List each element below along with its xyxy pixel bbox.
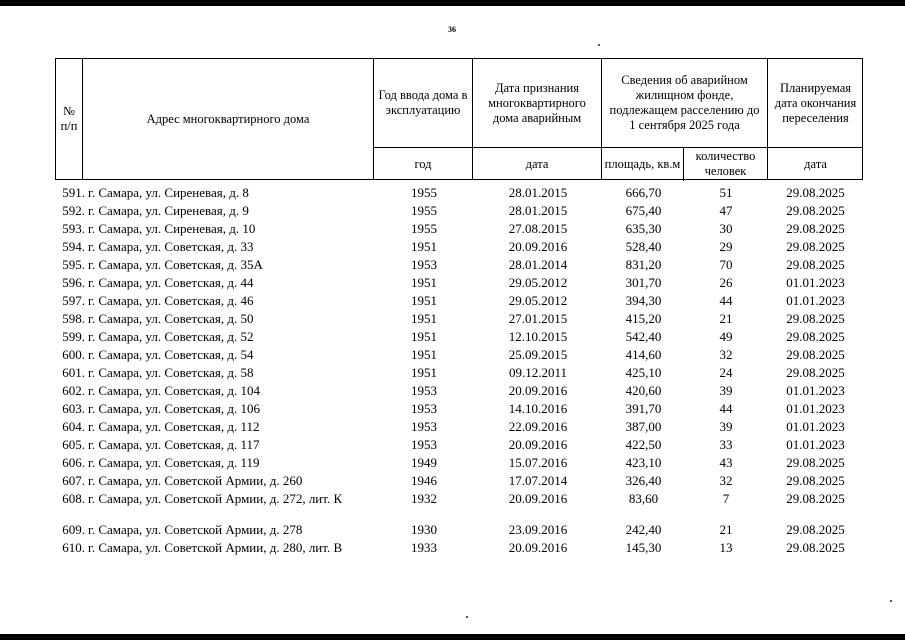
row-number: 591.: [62, 185, 85, 200]
header-date-recognized: Дата признания многоквартирного дома аварийным: [488, 80, 586, 125]
table-row: [0, 346, 905, 364]
row-year: 1951: [411, 311, 437, 326]
row-people: 30: [719, 221, 733, 236]
row-people: 7: [722, 491, 730, 506]
row-year: 1951: [411, 293, 437, 308]
row-people: 24: [719, 365, 733, 380]
row-people: 51: [719, 185, 733, 200]
row-date: 14.10.2016: [508, 401, 568, 416]
row-date: 17.07.2014: [508, 473, 568, 488]
row-plan-date: 29.08.2025: [786, 347, 845, 362]
row-date: 20.09.2016: [508, 491, 568, 506]
table-row: [0, 292, 905, 310]
subheader-area: площадь, кв.м: [604, 156, 681, 171]
row-number: 609.: [62, 522, 85, 537]
table-row: [0, 328, 905, 346]
row-plan-date: 29.08.2025: [786, 311, 845, 326]
subheader-date: дата: [525, 156, 549, 171]
row-date: 28.01.2015: [508, 203, 568, 218]
row-date: 27.01.2015: [508, 311, 568, 326]
row-people: 32: [719, 473, 733, 488]
row-year: 1949: [411, 455, 437, 470]
table-row: [0, 220, 905, 238]
row-area: 326,40: [625, 473, 662, 488]
row-plan-date: 01.01.2023: [786, 383, 845, 398]
row-date: 15.07.2016: [508, 455, 568, 470]
row-people: 39: [719, 383, 733, 398]
row-number: 599.: [62, 329, 85, 344]
row-plan-date: 29.08.2025: [786, 522, 845, 537]
scan-speck: [466, 616, 468, 618]
row-plan-date: 29.08.2025: [786, 203, 845, 218]
header-emergency-fund: Сведения об аварийном жилищном фонде, подлежащем расселению до 1 сентября 2025 года: [609, 73, 760, 132]
row-plan-date: 01.01.2023: [786, 401, 845, 416]
row-area: 414,60: [625, 347, 662, 362]
scan-bottom-border: [0, 634, 905, 640]
row-number: 603.: [62, 401, 85, 416]
scan-top-border: [0, 0, 905, 6]
table-row: [0, 256, 905, 274]
table-row: [0, 418, 905, 436]
row-date: 29.05.2012: [508, 275, 568, 290]
row-people: 43: [719, 455, 733, 470]
row-people: 21: [719, 522, 733, 537]
row-people: 49: [719, 329, 733, 344]
table-row: [0, 539, 905, 557]
subheader-plan-date: дата: [804, 156, 827, 171]
row-address: г. Самара, ул. Сиреневая, д. 10: [88, 221, 256, 236]
row-plan-date: 01.01.2023: [786, 293, 845, 308]
row-area: 391,70: [625, 401, 662, 416]
row-area: 422,50: [625, 437, 662, 452]
row-address: г. Самара, ул. Советская, д. 112: [88, 419, 260, 434]
row-year: 1930: [411, 522, 437, 537]
row-year: 1951: [411, 365, 437, 380]
row-address: г. Самара, ул. Советской Армии, д. 278: [88, 522, 303, 537]
row-plan-date: 29.08.2025: [786, 473, 845, 488]
row-number: 606.: [62, 455, 85, 470]
row-year: 1933: [411, 540, 437, 555]
row-area: 831,20: [625, 257, 662, 272]
row-people: 44: [719, 401, 733, 416]
row-number: 596.: [62, 275, 85, 290]
row-year: 1953: [411, 383, 437, 398]
row-area: 415,20: [625, 311, 662, 326]
scan-speck: [598, 44, 600, 46]
row-address: г. Самара, ул. Советская, д. 58: [88, 365, 254, 380]
row-plan-date: 29.08.2025: [786, 329, 845, 344]
row-year: 1955: [411, 185, 437, 200]
table-row: [0, 400, 905, 418]
row-number: 605.: [62, 437, 85, 452]
table-row: [0, 490, 905, 508]
row-year: 1953: [411, 257, 437, 272]
table-row: [0, 238, 905, 256]
row-plan-date: 29.08.2025: [786, 540, 845, 555]
row-year: 1955: [411, 203, 437, 218]
row-plan-date: 01.01.2023: [786, 275, 845, 290]
row-people: 29: [719, 239, 733, 254]
row-address: г. Самара, ул. Советской Армии, д. 260: [88, 473, 303, 488]
row-area: 394,30: [625, 293, 662, 308]
row-area: 666,70: [625, 185, 662, 200]
row-plan-date: 29.08.2025: [786, 239, 845, 254]
row-number: 600.: [62, 347, 85, 362]
row-people: 39: [719, 419, 733, 434]
row-address: г. Самара, ул. Сиреневая, д. 8: [88, 185, 249, 200]
header-num: № п/п: [60, 104, 78, 133]
row-number: 592.: [62, 203, 85, 218]
row-date: 22.09.2016: [508, 419, 568, 434]
row-date: 28.01.2015: [508, 185, 568, 200]
row-year: 1951: [411, 347, 437, 362]
row-year: 1932: [411, 491, 437, 506]
header-year: Год ввода дома в эксплуатацию: [378, 88, 468, 117]
row-address: г. Самара, ул. Советская, д. 33: [88, 239, 254, 254]
table-row: [0, 382, 905, 400]
row-people: 44: [719, 293, 733, 308]
row-area: 420,60: [625, 383, 662, 398]
row-area: 423,10: [625, 455, 662, 470]
row-address: г. Самара, ул. Советская, д. 117: [88, 437, 260, 452]
table-row: [0, 310, 905, 328]
row-date: 09.12.2011: [508, 365, 568, 380]
table-row: [0, 364, 905, 382]
page-number: 36: [448, 25, 456, 34]
table-row: [0, 472, 905, 490]
row-year: 1955: [411, 221, 437, 236]
row-address: г. Самара, ул. Советская, д. 44: [88, 275, 254, 290]
row-number: 602.: [62, 383, 85, 398]
row-area: 242,40: [625, 522, 662, 537]
row-year: 1946: [411, 473, 437, 488]
row-people: 26: [719, 275, 733, 290]
row-year: 1951: [411, 275, 437, 290]
row-area: 425,10: [625, 365, 662, 380]
row-plan-date: 29.08.2025: [786, 491, 845, 506]
row-date: 12.10.2015: [508, 329, 568, 344]
row-date: 20.09.2016: [508, 540, 568, 555]
row-area: 675,40: [625, 203, 662, 218]
subheader-year: год: [414, 156, 432, 171]
row-area: 145,30: [625, 540, 662, 555]
row-date: 20.09.2016: [508, 383, 568, 398]
row-area: 301,70: [625, 275, 662, 290]
row-address: г. Самара, ул. Советской Армии, д. 280, лит. В: [88, 540, 343, 555]
row-address: г. Самара, ул. Советская, д. 119: [88, 455, 260, 470]
row-address: г. Самара, ул. Советской Армии, д. 272, лит. К: [88, 491, 343, 506]
row-date: 23.09.2016: [508, 522, 568, 537]
row-address: г. Самара, ул. Советская, д. 106: [88, 401, 260, 416]
row-number: 595.: [62, 257, 85, 272]
row-date: 25.09.2015: [508, 347, 568, 362]
table-row: [0, 202, 905, 220]
row-people: 13: [719, 540, 733, 555]
row-people: 70: [719, 257, 733, 272]
row-people: 33: [719, 437, 733, 452]
row-address: г. Самара, ул. Советская, д. 35А: [88, 257, 263, 272]
table-header: [55, 58, 863, 180]
row-plan-date: 29.08.2025: [786, 365, 845, 380]
row-address: г. Самара, ул. Сиреневая, д. 9: [88, 203, 249, 218]
table-row: [0, 184, 905, 202]
subheader-people: количество человек: [695, 149, 756, 178]
row-plan-date: 29.08.2025: [786, 455, 845, 470]
row-year: 1951: [411, 239, 437, 254]
row-plan-date: 01.01.2023: [786, 437, 845, 452]
header-address: Адрес многоквартирного дома: [146, 111, 310, 126]
row-plan-date: 29.08.2025: [786, 185, 845, 200]
row-number: 604.: [62, 419, 85, 434]
row-number: 598.: [62, 311, 85, 326]
row-area: 542,40: [625, 329, 662, 344]
row-address: г. Самара, ул. Советская, д. 104: [88, 383, 260, 398]
row-year: 1951: [411, 329, 437, 344]
row-year: 1953: [411, 437, 437, 452]
row-date: 20.09.2016: [508, 239, 568, 254]
row-number: 610.: [62, 540, 85, 555]
row-number: 594.: [62, 239, 85, 254]
row-plan-date: 01.01.2023: [786, 419, 845, 434]
row-area: 83,60: [628, 491, 659, 506]
row-people: 32: [719, 347, 733, 362]
row-area: 528,40: [625, 239, 662, 254]
row-plan-date: 29.08.2025: [786, 221, 845, 236]
row-number: 608.: [62, 491, 85, 506]
row-year: 1953: [411, 401, 437, 416]
row-date: 27.08.2015: [508, 221, 568, 236]
row-people: 47: [719, 203, 733, 218]
row-date: 28.01.2014: [508, 257, 568, 272]
row-people: 21: [719, 311, 733, 326]
row-number: 601.: [62, 365, 85, 380]
row-number: 607.: [62, 473, 85, 488]
row-date: 20.09.2016: [508, 437, 568, 452]
row-area: 635,30: [625, 221, 662, 236]
row-address: г. Самара, ул. Советская, д. 52: [88, 329, 254, 344]
row-number: 597.: [62, 293, 85, 308]
scan-speck: [890, 600, 892, 602]
table-row: [0, 436, 905, 454]
row-address: г. Самара, ул. Советская, д. 54: [88, 347, 254, 362]
row-number: 593.: [62, 221, 85, 236]
row-address: г. Самара, ул. Советская, д. 50: [88, 311, 254, 326]
row-area: 387,00: [625, 419, 662, 434]
row-plan-date: 29.08.2025: [786, 257, 845, 272]
row-year: 1953: [411, 419, 437, 434]
header-planned-end: Планируемая дата окончания переселения: [774, 80, 857, 125]
row-address: г. Самара, ул. Советская, д. 46: [88, 293, 254, 308]
table-row: [0, 521, 905, 539]
table-row: [0, 454, 905, 472]
row-date: 29.05.2012: [508, 293, 568, 308]
table-row: [0, 274, 905, 292]
